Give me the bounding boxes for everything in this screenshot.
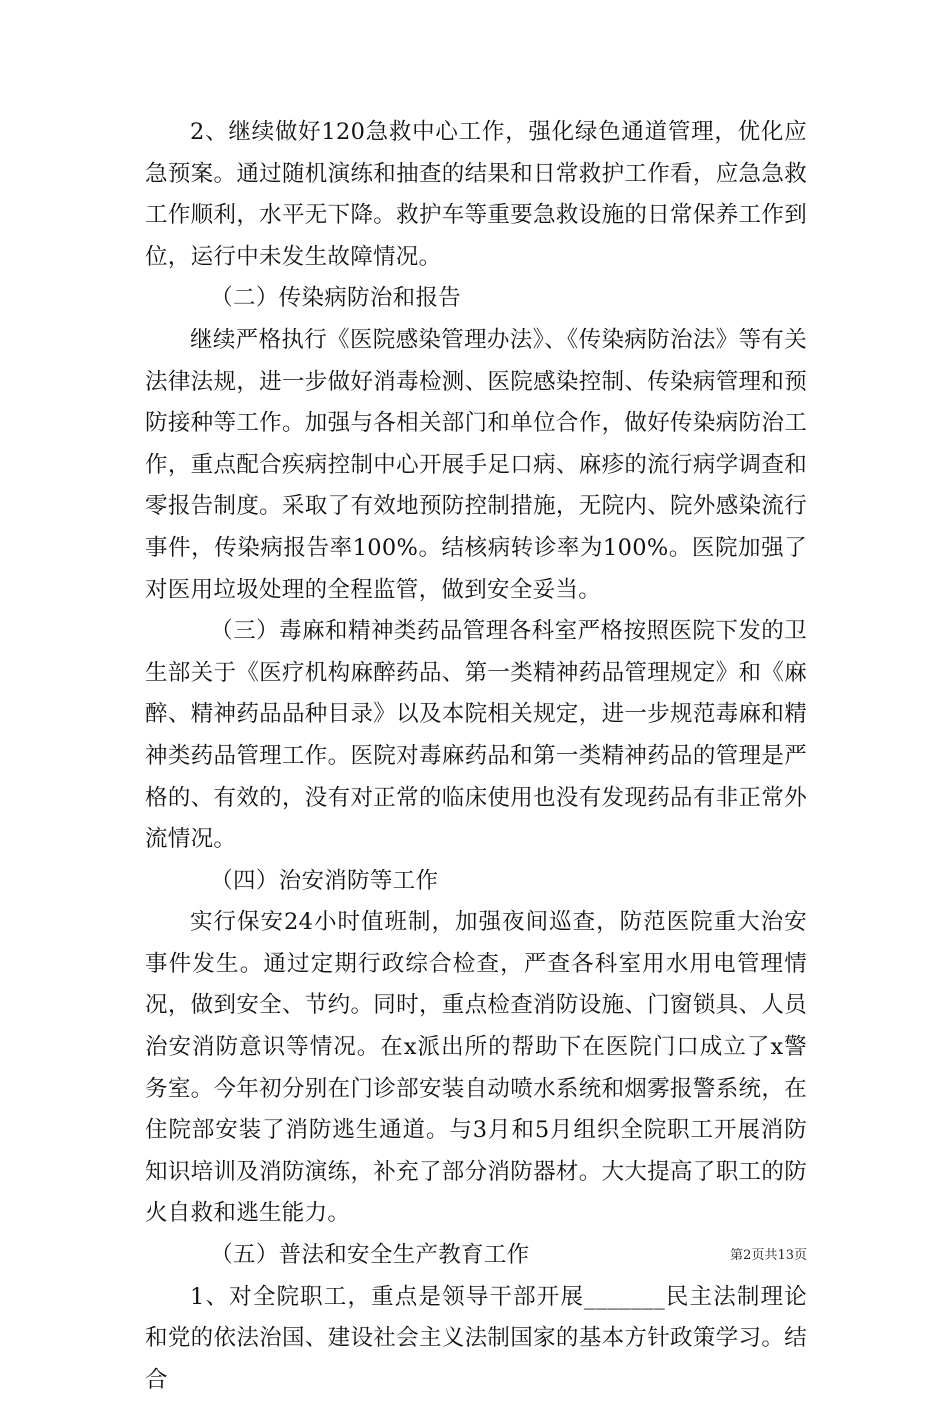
paragraph-infectious-disease: 继续严格执行《医院感染管理办法》、《传染病防治法》等有关法律法规，进一步做好消毒检测、医院感染控制、传染病管理和预防接种等工作。加强与各相关部门和单位合作，做好传染病防治工作，重点配合疾病控制中心开展手足口病、麻疹的流行病学调查和零报告制度。采取了有效地预防控制措施，无院内、院外感染流行事件，传染病报告率100%。结核病转诊率为100%。医院加强了对医用垃圾处理的全程监管，做到安全妥当。: [145, 326, 807, 603]
page-number: 第2页共13页: [730, 1248, 807, 1263]
paragraph-narcotic-drugs: （三）毒麻和精神类药品管理各科室严格按照医院下发的卫生部关于《医疗机构麻醉药品、第一类精神药品管理规定》和《麻醉、精神药品品种目录》以及本院相关规定，进一步规范毒麻和精神类药品管理工作。医院对毒麻药品和第一类精神药品的管理是严格的、有效的，没有对正常的临床使用也没有发现药品有非正常外流情况。: [145, 618, 807, 853]
section-heading-infectious-disease: （二）传染病防治和报告: [210, 285, 462, 312]
document-body: [145, 112, 807, 1401]
paragraph-security-fire: 实行保安24小时值班制，加强夜间巡查，防范医院重大治安事件发生。通过定期行政综合检查，严查各科室用水用电管理情况，做到安全、节约。同时，重点检查消防设施、门窗锁具、人员治安消防意识等情况。在x派出所的帮助下在医院门口成立了x警务室。今年初分别在门诊部安装自动喷水系统和烟雾报警系统，在住院部安装了消防逃生通道。与3月和5月组织全院职工开展消防知识培训及消防演练，补充了部分消防器材。大大提高了职工的防火自救和逃生能力。: [145, 909, 807, 1227]
section-heading-law-safety: （五）普法和安全生产教育工作: [210, 1242, 530, 1269]
section-heading-security-fire: （四）治安消防等工作: [210, 867, 439, 894]
paragraph-law-education: 1、对全院职工，重点是领导干部开展_______民主法制理论和党的依法治国、建设社会主义法制国家的基本方针政策学习。结合: [145, 1283, 807, 1393]
paragraph-emergency-center: 2、继续做好120急救中心工作，强化绿色通道管理，优化应急预案。通过随机演练和抽查的结果和日常救护工作看，应急急救工作顺利，水平无下降。救护车等重要急救设施的日常保养工作到位，运行中未发生故障情况。: [145, 119, 807, 270]
